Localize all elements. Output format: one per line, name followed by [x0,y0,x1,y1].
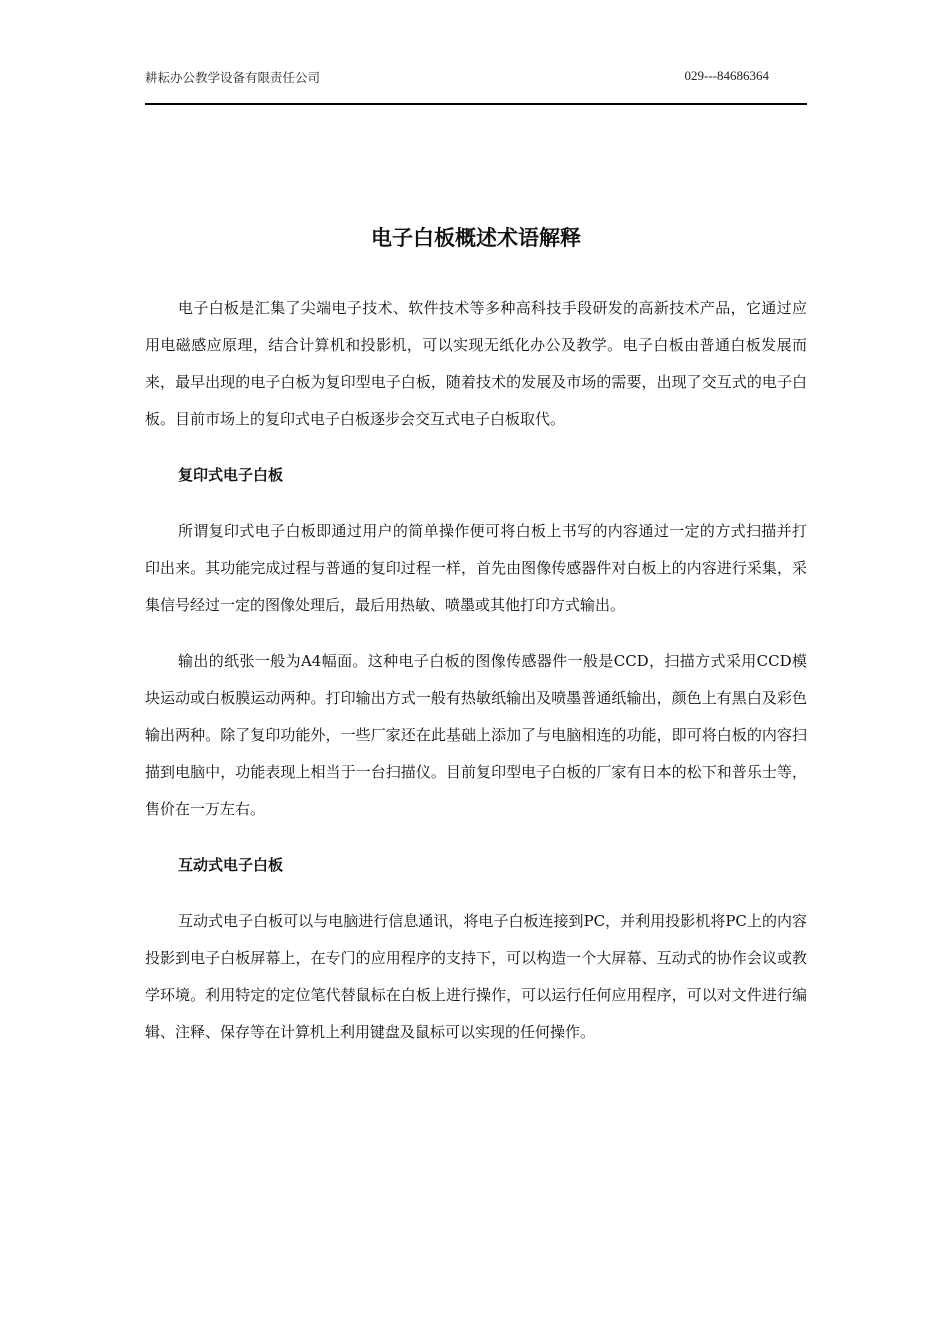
interactive-whiteboard-paragraph: 互动式电子白板可以与电脑进行信息通讯，将电子白板连接到PC，并利用投影机将PC上的内容投影到电子白板屏幕上，在专门的应用程序的支持下，可以构造一个大屏幕、互动式的协作会议或教学环境。利用特定的定位笔代替鼠标在白板上进行操作，可以运行任何应用程序，可以对文件进行编辑、注释、保存等在计算机上利用键盘及鼠标可以实现的任何操作。 [145,912,807,1041]
section-heading-interactive-whiteboard: 互动式电子白板 [178,856,284,874]
header-company-name: 耕耘办公教学设备有限责任公司 [145,70,321,85]
copy-whiteboard-paragraph-2: 输出的纸张一般为A4幅面。这种电子白板的图像传感器件一般是CCD，扫描方式采用CCD模块运动或白板膜运动两种。打印输出方式一般有热敏纸输出及喷墨普通纸输出，颜色上有黑白及彩色输出两种。除了复印功能外，一些厂家还在此基础上添加了与电脑相连的功能，即可将白板的内容扫描到电脑中，功能表现上相当于一台扫描仪。目前复印型电子白板的厂家有日本的松下和普乐士等，售价在一万左右。 [145,652,807,818]
page-header [145,68,807,92]
header-phone-number: 029---84686364 [684,68,769,83]
document-body [145,220,807,1051]
section-heading-copy-whiteboard: 复印式电子白板 [178,466,284,484]
intro-paragraph: 电子白板是汇集了尖端电子技术、软件技术等多种高科技手段研发的高新技术产品，它通过应用电磁感应原理，结合计算机和投影机，可以实现无纸化办公及教学。电子白板由普通白板发展而来，最早出现的电子白板为复印型电子白板，随着技术的发展及市场的需要，出现了交互式的电子白板。目前市场上的复印式电子白板逐步会交互式电子白板取代。 [145,299,807,428]
copy-whiteboard-paragraph-1: 所谓复印式电子白板即通过用户的简单操作便可将白板上书写的内容通过一定的方式扫描并打印出来。其功能完成过程与普通的复印过程一样，首先由图像传感器件对白板上的内容进行采集，采集信号经过一定的图像处理后，最后用热敏、喷墨或其他打印方式输出。 [145,522,807,614]
document-title: 电子白板概述术语解释 [371,225,581,250]
header-divider [145,103,807,105]
